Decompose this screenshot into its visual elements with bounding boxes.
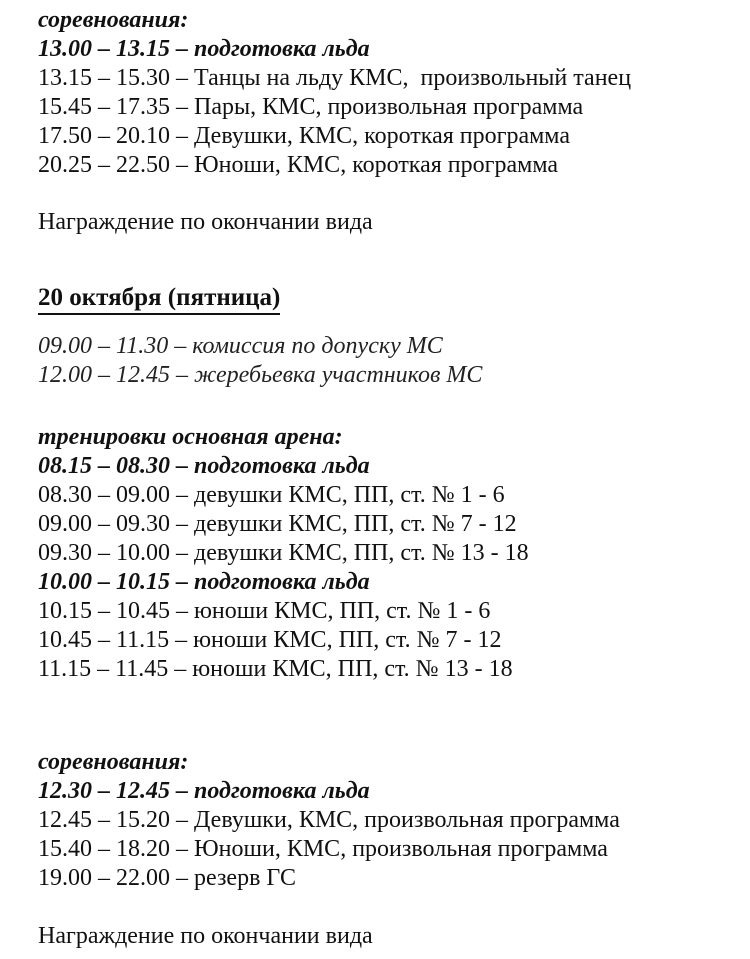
section-gap — [38, 893, 730, 922]
day2-competitions-section — [38, 748, 730, 893]
schedule-line: 12.45 – 15.20 – Девушки, КМС, произвольная программа — [38, 807, 620, 833]
admin-line: 12.00 – 12.45 – жеребьевка участников МС — [38, 362, 483, 388]
schedule-line: 15.45 – 17.35 – Пары, КМС, произвольная программа — [38, 94, 584, 120]
ice-prep-line: 12.30 – 12.45 – подготовка льда — [38, 778, 370, 804]
ice-prep-line: 08.15 – 08.30 – подготовка льда — [38, 453, 370, 479]
awards-note: Награждение по окончании вида — [38, 923, 373, 949]
schedule-line: 17.50 – 20.10 – Девушки, КМС, короткая программа — [38, 123, 570, 149]
admin-line: 09.00 – 11.30 – комиссия по допуску МС — [38, 333, 443, 359]
ice-prep-line: 13.00 – 13.15 – подготовка льда — [38, 36, 370, 62]
schedule-line: 20.25 – 22.50 – Юноши, КМС, короткая программа — [38, 152, 558, 178]
schedule-line: 10.15 – 10.45 – юноши КМС, ПП, ст. № 1 - 6 — [38, 598, 491, 624]
date-heading — [38, 283, 730, 312]
schedule-line: 10.45 – 11.15 – юноши КМС, ПП, ст. № 7 - 12 — [38, 627, 502, 653]
day2-training-section — [38, 423, 730, 684]
training-section-title: тренировки основная арена: — [38, 424, 343, 450]
ice-prep-line: 10.00 – 10.15 – подготовка льда — [38, 569, 370, 595]
competitions-section-title: соревнования: — [38, 749, 189, 775]
schedule-line: 09.30 – 10.00 – девушки КМС, ПП, ст. № 13 - 18 — [38, 540, 529, 566]
section-gap — [38, 684, 730, 748]
section-gap — [38, 237, 730, 283]
section-gap — [38, 180, 730, 208]
section-gap — [38, 390, 730, 423]
schedule-line: 11.15 – 11.45 – юноши КМС, ПП, ст. № 13 - 18 — [38, 656, 513, 682]
schedule-line: 19.00 – 22.00 – резерв ГС — [38, 865, 296, 891]
schedule-line: 13.15 – 15.30 – Танцы на льду КМС, произвольный танец — [38, 65, 632, 91]
day1-competitions-section — [38, 6, 730, 180]
day2-admin-section — [38, 332, 730, 390]
competitions-section-title: соревнования: — [38, 7, 189, 33]
schedule-line: 08.30 – 09.00 – девушки КМС, ПП, ст. № 1 - 6 — [38, 482, 505, 508]
section-gap — [38, 312, 730, 332]
awards-note: Награждение по окончании вида — [38, 209, 373, 235]
date-heading-text: 20 октября (пятница) — [38, 283, 280, 315]
schedule-line: 15.40 – 18.20 – Юноши, КМС, произвольная программа — [38, 836, 608, 862]
schedule-line: 09.00 – 09.30 – девушки КМС, ПП, ст. № 7 - 12 — [38, 511, 517, 537]
